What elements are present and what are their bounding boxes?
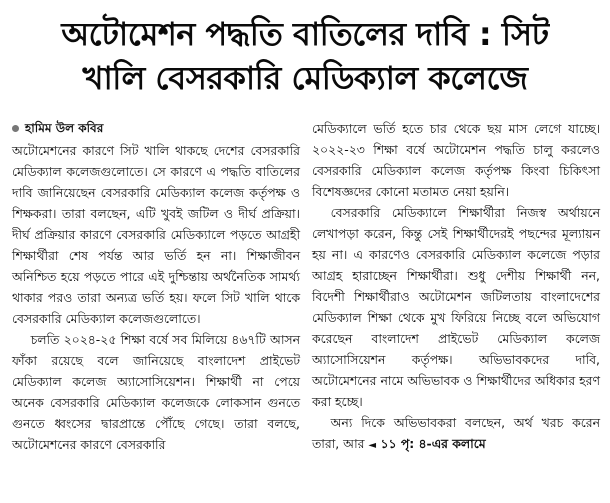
article-column-right — [312, 118, 600, 456]
article-paragraph-text: অন্য দিকে অভিভাবকরা বলছেন, অর্থ খরচ করেন তারা, আর — [312, 415, 600, 451]
article-paragraph: অটোমেশনের কারণে সিট খালি থাকছে দেশের বেসরকারি মেডিক্যাল কলেজগুলোতে। সে কারণে এ পদ্ধতি বাতিলের দাবি জানিয়েছেন বেসরকারি মেডিক্যাল কলেজ কর্তৃপক্ষ ও শিক্ষকরা। তারা বলছেন, এটি খুবই জটিল ও দীর্ঘ প্রক্রিয়া। দীর্ঘ প্রক্রিয়ার কারণে বেসরকারি মেডিক্যালে পড়তে আগ্রহী শিক্ষার্থীরা শেষ পর্যন্ত আর ভর্তি হন না। শিক্ষাজীবন অনিশ্চিত হয়ে পড়তে পারে এই দুশ্চিন্তায় অর্থনৈতিক সামর্থ্য থাকার পরও তারা অন্যত্র ভর্তি হয়। ফলে সিট খালি থাকে বেসরকারি মেডিক্যাল কলেজগুলোতে। — [12, 143, 300, 326]
headline-line-2: খালি বেসরকারি মেডিক্যাল কলেজে — [82, 59, 528, 97]
continuation-text: ১১ পৃ: ৪-এর কলামে — [380, 436, 486, 451]
byline — [12, 118, 300, 140]
headline — [0, 0, 610, 100]
article-paragraph: মেডিক্যালে ভর্তি হতে চার থেকে ছয় মাস লেগে যাচ্ছে। ২০২২-২৩ শিক্ষা বর্ষে অটোমেশন পদ্ধতি চালু করলেও বেসরকারি মেডিক্যাল কলেজ কর্তৃপক্ষ কিংবা চিকিৎসা বিশেষজ্ঞদের কোনো মতামত নেয়া হয়নি। — [312, 121, 600, 199]
byline-author: হামিম উল কবির — [25, 121, 104, 135]
byline-bullet-icon — [12, 125, 19, 132]
headline-line-1: অটোমেশন পদ্ধতি বাতিলের দাবি : সিট — [61, 15, 549, 53]
continuation-note — [368, 436, 485, 451]
article-column-left — [12, 118, 300, 455]
continuation-arrow-icon: ◄ — [368, 440, 377, 451]
article-paragraph-last — [312, 412, 600, 456]
article-paragraph: চলতি ২০২৪-২৫ শিক্ষা বর্ষে সব মিলিয়ে ৪৬৭টি আসন ফাঁকা রয়েছে বলে জানিয়েছে বাংলাদেশ প্রাইভেট মেডিক্যাল কলেজ অ্যাসোসিয়েশন। শিক্ষার্থী না পেয়ে অনেক বেসরকারি মেডিক্যাল কলেজকে লোকসান গুনতে গুনতে ধ্বংসের দ্বারপ্রান্তে পৌঁছে গেছে। তারা বলছে, অটোমেশনের কারণে বেসরকারি — [12, 332, 300, 452]
article-paragraph: বেসরকারি মেডিক্যালে শিক্ষার্থীরা নিজস্ব অর্থায়নে লেখাপড়া করেন, কিন্তু সেই শিক্ষার্থীদেরই পছন্দের মূল্যায়ন হয় না। এ কারণেও বেসরকারি মেডিক্যাল কলেজে পড়ার আগ্রহ হারাচ্ছেন শিক্ষার্থীরা। শুধু দেশীয় শিক্ষার্থী নন, বিদেশী শিক্ষার্থীরাও অটোমেশন জটিলতায় বাংলাদেশের মেডিক্যাল শিক্ষা থেকে মুখ ফিরিয়ে নিচ্ছে বলে অভিযোগ করেছেন বাংলাদেশ প্রাইভেট মেডিক্যাল কলেজ অ্যাসোসিয়েশন কর্তৃপক্ষ। অভিভাবকদের দাবি, অটোমেশনের নামে অভিভাবক ও শিক্ষার্থীদের অধিকার হরণ করা হচ্ছে। — [312, 205, 600, 409]
